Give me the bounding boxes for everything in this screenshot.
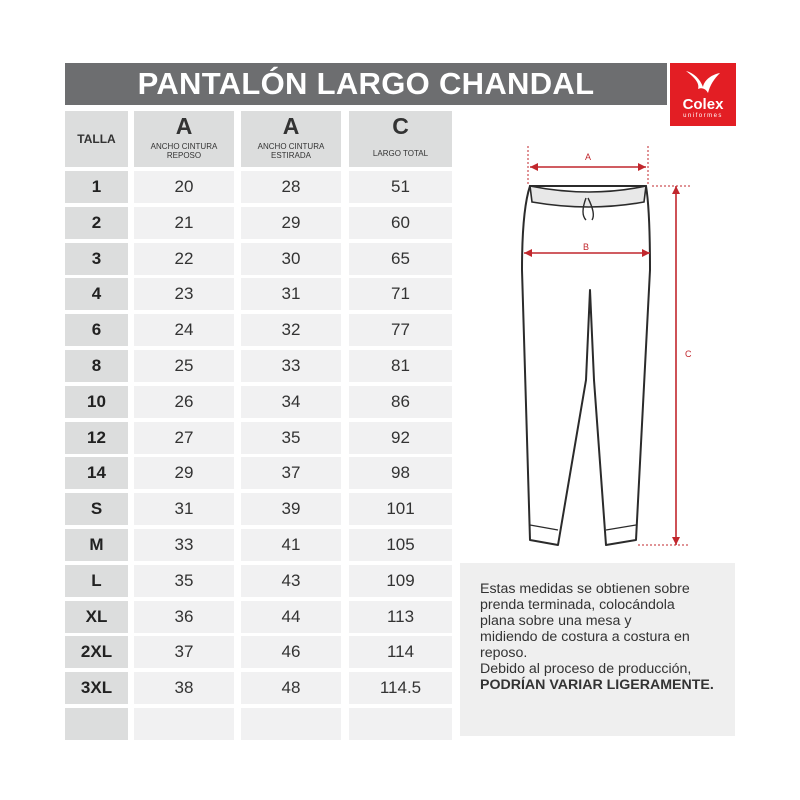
measurement-cell: 41 (241, 529, 341, 561)
column-header-a-reposo (134, 111, 234, 167)
notes-line: Debido al proceso de producción, (480, 661, 692, 677)
measurement-cell: 22 (134, 243, 234, 275)
size-header: TALLA (65, 111, 128, 167)
measurement-cell: 20 (134, 171, 234, 203)
measure-c-label: C (685, 349, 692, 359)
measurement-cell: 38 (134, 672, 234, 704)
measure-b-label: B (582, 242, 590, 252)
measurement-cell: 71 (349, 278, 452, 310)
size-cell (65, 708, 128, 740)
measurement-cell: 36 (134, 601, 234, 633)
bird-icon (684, 67, 722, 97)
size-cell: 12 (65, 422, 128, 454)
measurement-cell: 37 (241, 457, 341, 489)
measurement-notes (460, 563, 735, 736)
measurement-cell: 30 (241, 243, 341, 275)
size-cell: 14 (65, 457, 128, 489)
column-label: ANCHO CINTURA REPOSO (150, 142, 218, 160)
measurement-cell: 113 (349, 601, 452, 633)
measurement-cell: 37 (134, 636, 234, 668)
measurement-cell: 27 (134, 422, 234, 454)
measurement-cell: 77 (349, 314, 452, 346)
size-cell: 2XL (65, 636, 128, 668)
measurement-cell: 60 (349, 207, 452, 239)
arrow-c-bottom (672, 537, 680, 545)
size-cell: 3XL (65, 672, 128, 704)
notes-line: plana sobre una mesa y (480, 613, 632, 629)
pants-diagram (510, 140, 700, 560)
measurement-cell: 98 (349, 457, 452, 489)
measurement-cell: 48 (241, 672, 341, 704)
measurement-cell: 24 (134, 314, 234, 346)
measurement-cell: 31 (241, 278, 341, 310)
column-label: LARGO TOTAL (372, 149, 429, 158)
size-cell: XL (65, 601, 128, 633)
measurement-cell: 35 (241, 422, 341, 454)
notes-emphasis: PODRÍAN VARIAR LIGERAMENTE. (480, 677, 714, 693)
measurement-cell: 81 (349, 350, 452, 382)
size-cell: S (65, 493, 128, 525)
size-cell: 6 (65, 314, 128, 346)
measurement-cell: 46 (241, 636, 341, 668)
measurement-cell: 31 (134, 493, 234, 525)
measurement-cell: 51 (349, 171, 452, 203)
measurement-cell: 65 (349, 243, 452, 275)
logo-brand: Colex (682, 96, 724, 113)
brand-logo (670, 63, 736, 126)
measurement-cell: 34 (241, 386, 341, 418)
size-cell: 10 (65, 386, 128, 418)
measurement-cell: 33 (241, 350, 341, 382)
measurement-cell: 23 (134, 278, 234, 310)
measurement-cell (241, 708, 341, 740)
measurement-cell: 114.5 (349, 672, 452, 704)
notes-line: Estas medidas se obtienen sobre (480, 581, 690, 597)
measurement-cell: 29 (134, 457, 234, 489)
arrow-a-right (638, 163, 646, 171)
column-label: ANCHO CINTURA ESTIRADA (257, 142, 325, 160)
measure-a-label: A (584, 152, 592, 162)
measurement-cell: 33 (134, 529, 234, 561)
column-letter: A (175, 113, 193, 139)
measurement-cell: 29 (241, 207, 341, 239)
arrow-a-left (530, 163, 538, 171)
measurement-cell: 28 (241, 171, 341, 203)
measurement-cell (134, 708, 234, 740)
size-cell: M (65, 529, 128, 561)
notes-line: reposo. (480, 645, 528, 661)
size-cell: 2 (65, 207, 128, 239)
notes-line: midiendo de costura a costura en (480, 629, 690, 645)
measurement-cell: 86 (349, 386, 452, 418)
measurement-cell: 21 (134, 207, 234, 239)
measurement-cell: 109 (349, 565, 452, 597)
measurement-cell: 101 (349, 493, 452, 525)
measurement-cell: 44 (241, 601, 341, 633)
measurement-cell: 26 (134, 386, 234, 418)
column-header-c-largo (349, 111, 452, 167)
measurement-cell: 32 (241, 314, 341, 346)
measurement-cell: 92 (349, 422, 452, 454)
arrow-c-top (672, 186, 680, 194)
column-letter: A (282, 113, 300, 139)
measurement-cell: 39 (241, 493, 341, 525)
measurement-cell: 35 (134, 565, 234, 597)
measurement-cell: 43 (241, 565, 341, 597)
measurement-cell: 114 (349, 636, 452, 668)
size-cell: L (65, 565, 128, 597)
measurement-cell: 25 (134, 350, 234, 382)
measurement-cell: 105 (349, 529, 452, 561)
measurement-cell (349, 708, 452, 740)
pants-outline (522, 186, 650, 545)
notes-line: prenda terminada, colocándola (480, 597, 675, 613)
size-cell: 8 (65, 350, 128, 382)
page-title: PANTALÓN LARGO CHANDAL (65, 63, 667, 105)
size-cell: 4 (65, 278, 128, 310)
column-letter: C (392, 113, 409, 139)
size-cell: 1 (65, 171, 128, 203)
logo-tagline: uniformes (683, 113, 723, 119)
column-header-a-estirada (241, 111, 341, 167)
size-cell: 3 (65, 243, 128, 275)
